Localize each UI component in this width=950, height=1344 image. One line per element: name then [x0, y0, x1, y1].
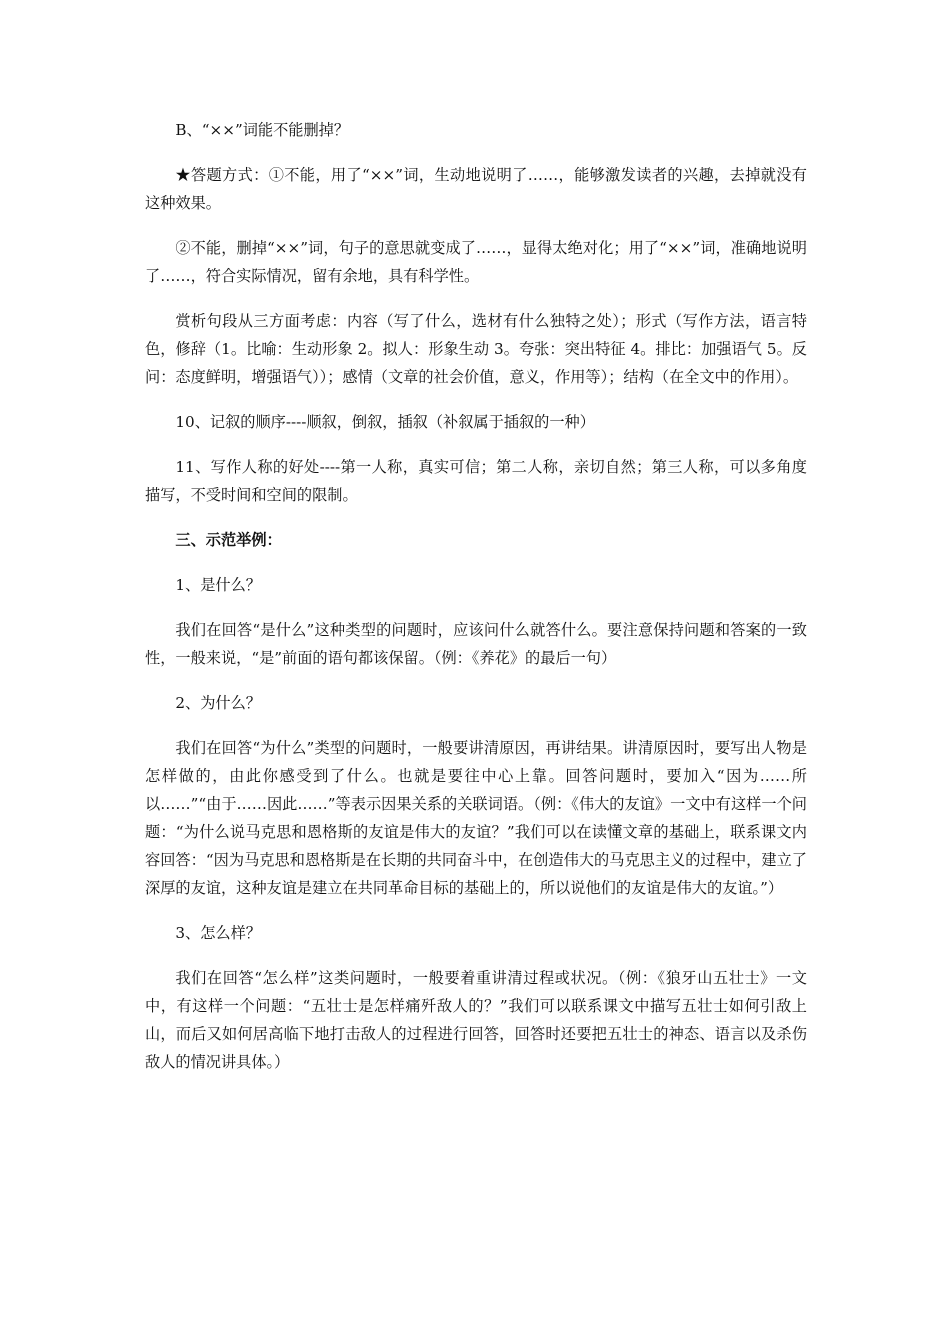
answer-method-paragraph: ★答题方式：①不能，用了“××”词，生动地说明了……，能够激发读者的兴趣，去掉就没有这种效果。 [145, 166, 807, 212]
example-3-title: 3、怎么样？ [175, 924, 261, 942]
example-1-title: 1、是什么？ [175, 576, 261, 594]
question-b-paragraph: B、“××”词能不能删掉？ [175, 121, 350, 139]
narrative-person-paragraph: 11、写作人称的好处----第一人称，真实可信；第二人称，亲切自然；第三人称，可以多角度描写，不受时间和空间的限制。 [145, 458, 807, 504]
example-2-title: 2、为什么？ [175, 694, 261, 712]
appreciation-paragraph: 赏析句段从三方面考虑：内容（写了什么，选材有什么独特之处）；形式（写作方法，语言特色，修辞（1。比喻：生动形象 2。拟人：形象生动 3。夸张：突出特征 4。排比：加强语气 5。反问：态度鲜明，增强语气））；感情（文章的社会价值，意义，作用等）；结构（在全文中的作用）。 [145, 312, 807, 386]
example-3-paragraph: 我们在回答“怎么样”这类问题时，一般要着重讲清过程或状况。（例：《狼牙山五壮士》一文中，有这样一个问题：“五壮士是怎样痛歼敌人的？”我们可以联系课文中描写五壮士如何引敌上山，而后又如何居高临下地打击敌人的过程进行回答，回答时还要把五壮士的神态、语言以及杀伤敌人的情况讲具体。） [145, 969, 807, 1071]
example-1-paragraph: 我们在回答“是什么”这种类型的问题时，应该问什么就答什么。要注意保持问题和答案的一致性，一般来说，“是”前面的语句都该保留。（例：《养花》的最后一句） [145, 621, 807, 667]
answer-method-2-paragraph: ②不能，删掉“××”词，句子的意思就变成了……，显得太绝对化；用了“××”词，准确地说明了……，符合实际情况，留有余地，具有科学性。 [145, 239, 807, 285]
example-2-paragraph: 我们在回答“为什么”类型的问题时，一般要讲清原因，再讲结果。讲清原因时，要写出人物是怎样做的，由此你感受到了什么。也就是要往中心上靠。回答问题时，要加入“因为……所以……”“由于……因此……”等表示因果关系的关联词语。（例：《伟大的友谊》一文中有这样一个问题：“为什么说马克思和恩格斯的友谊是伟大的友谊？”我们可以在读懂文章的基础上，联系课文内容回答：“因为马克思和恩格斯是在长期的共同奋斗中，在创造伟大的马克思主义的过程中，建立了深厚的友谊，这种友谊是建立在共同革命目标的基础上的，所以说他们的友谊是伟大的友谊。”） [145, 739, 807, 897]
section-heading: 三、示范举例： [175, 531, 282, 549]
narrative-order-paragraph: 10、记叙的顺序----顺叙，倒叙，插叙（补叙属于插叙的一种） [175, 413, 595, 431]
document-body [145, 116, 807, 1093]
